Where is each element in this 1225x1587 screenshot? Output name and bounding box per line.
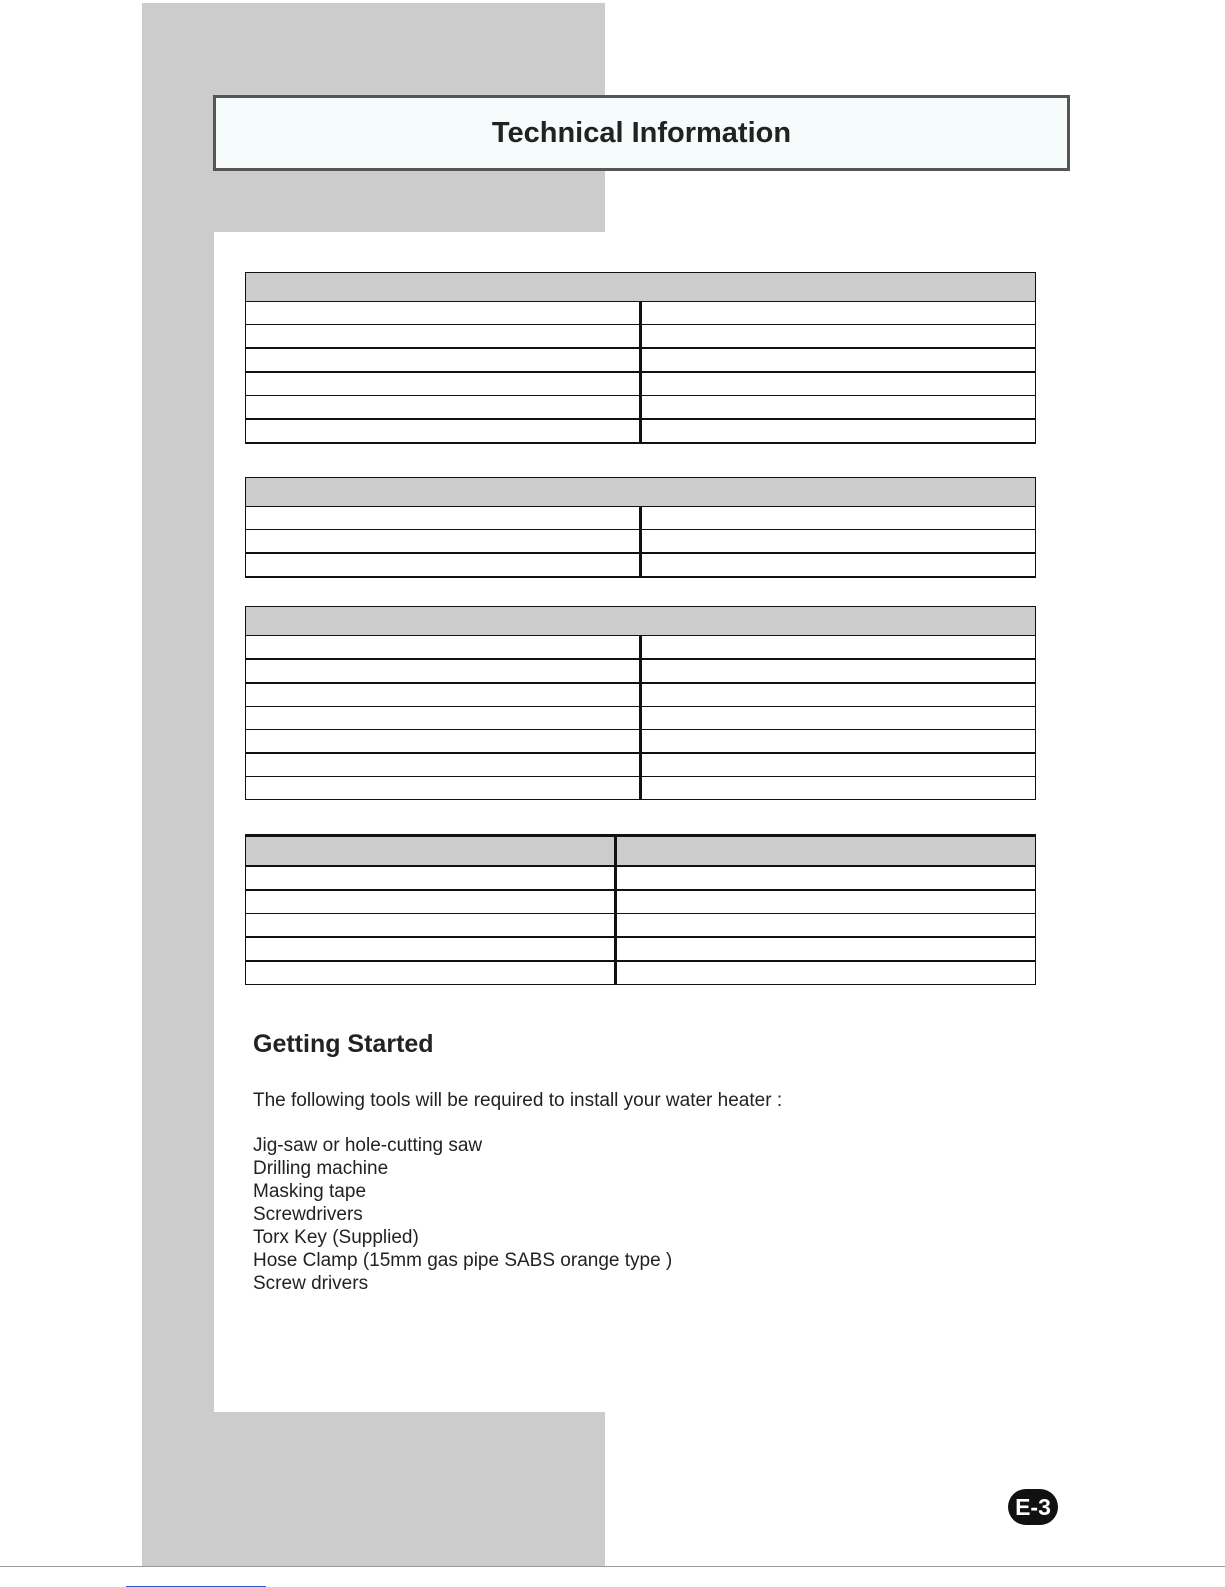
table-header xyxy=(246,478,1036,507)
table-row xyxy=(246,937,1036,961)
table-row xyxy=(246,372,1036,396)
table-row xyxy=(246,777,1036,800)
table-row xyxy=(246,348,1036,372)
list-item: Jig-saw or hole-cutting saw xyxy=(253,1135,483,1156)
table-row xyxy=(246,636,1036,660)
spec-table-4 xyxy=(245,834,1036,985)
spec-table-2 xyxy=(245,477,1036,578)
table-row xyxy=(246,659,1036,683)
table-header xyxy=(246,273,1036,302)
table-row xyxy=(246,530,1036,554)
table-row xyxy=(246,730,1036,754)
table-row xyxy=(246,325,1036,349)
list-item: Screw drivers xyxy=(253,1273,369,1294)
table-row xyxy=(246,553,1036,577)
section-heading: Getting Started xyxy=(253,1030,434,1058)
section-intro: The following tools will be required to install your water heater : xyxy=(253,1090,783,1111)
list-item: Drilling machine xyxy=(253,1158,389,1179)
table-row xyxy=(246,890,1036,914)
spec-table-1 xyxy=(245,272,1036,444)
table-row xyxy=(246,961,1036,985)
getting-started-section xyxy=(253,1030,1053,1295)
table-row xyxy=(246,683,1036,707)
table-row xyxy=(246,396,1036,420)
list-item: Torx Key (Supplied) xyxy=(253,1227,419,1248)
title-banner xyxy=(213,95,1070,171)
list-item: Masking tape xyxy=(253,1181,367,1202)
table-header xyxy=(616,836,1036,867)
table-row xyxy=(246,866,1036,890)
table-row xyxy=(246,753,1036,777)
spec-table-3 xyxy=(245,606,1036,800)
table-row xyxy=(246,302,1036,325)
tools-list xyxy=(253,1134,1053,1295)
table-row xyxy=(246,507,1036,530)
list-item: Screwdrivers xyxy=(253,1204,363,1225)
list-item: Hose Clamp (15mm gas pipe SABS orange type ) xyxy=(253,1250,673,1271)
table-row xyxy=(246,707,1036,730)
table-header xyxy=(246,836,616,867)
page-title: Technical Information xyxy=(491,116,792,149)
table-row xyxy=(246,419,1036,443)
page-number-badge: E-3 xyxy=(1008,1489,1058,1525)
bottom-divider xyxy=(0,1566,1225,1567)
table-row xyxy=(246,914,1036,938)
table-header xyxy=(246,607,1036,636)
